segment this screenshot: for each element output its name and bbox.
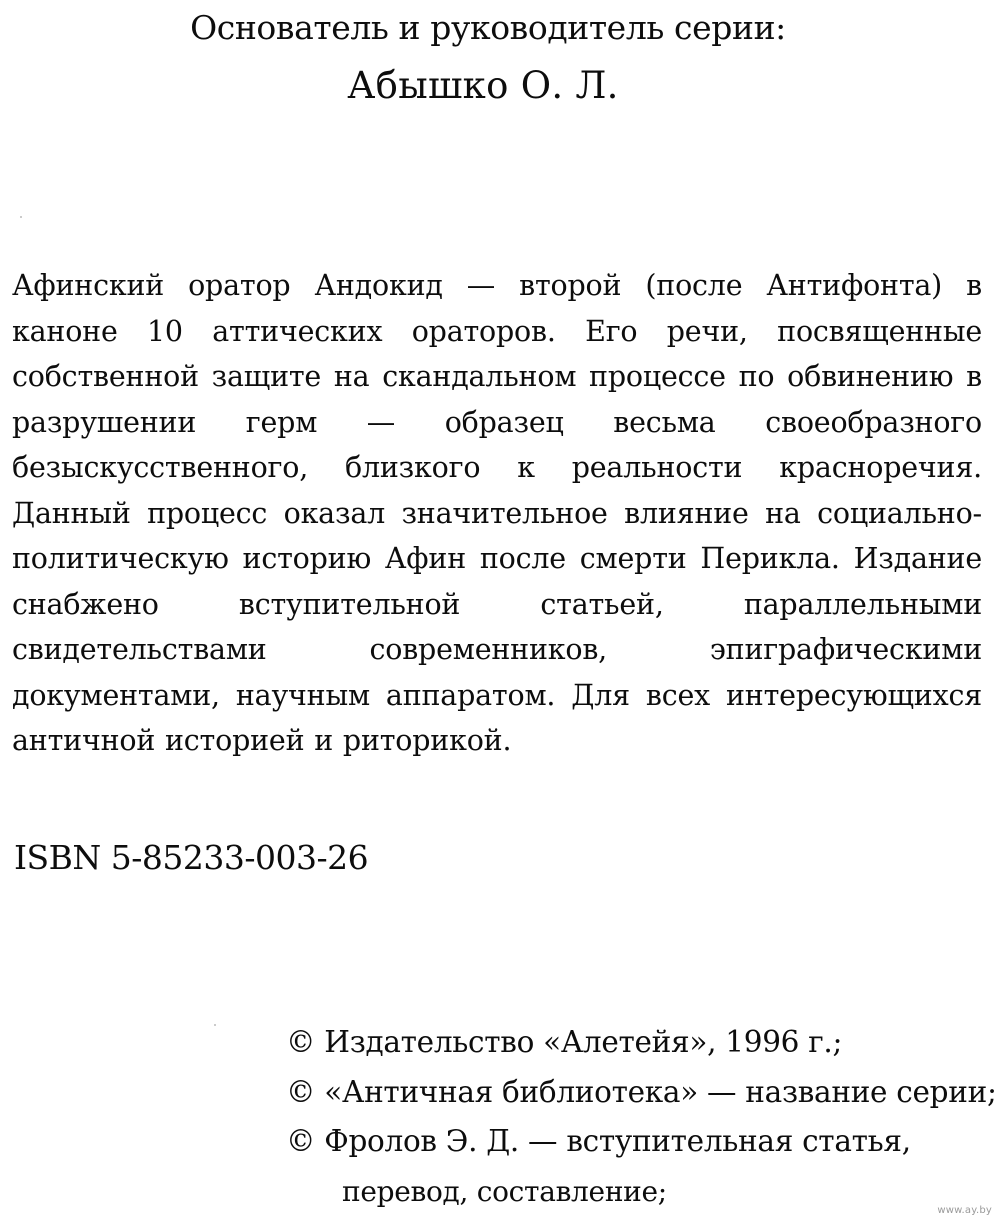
copyright-block [286, 1018, 998, 1216]
print-speck [20, 216, 22, 218]
site-watermark: www.ay.by [937, 1205, 992, 1216]
copyright-series-name: © «Античная библиотека» — название серии; [286, 1074, 997, 1109]
series-founder-name: Абышко О. Л. [347, 64, 619, 107]
series-founder-label: Основатель и руководитель серии: [190, 8, 786, 47]
copyright-publisher: © Издательство «Алетейя», 1996 г.; [286, 1025, 843, 1059]
book-annotation: Афинский оратор Андокид — второй (после Антифонта) в каноне 10 аттических ораторов. Его речи, посвященные собственной защите на скандальном процессе по обвинению в разрушении герм — образец весьма своеобразного безыскусственного, близкого к реальности красноречия. Данный процесс оказал значительное влияние на социально-политическую историю Афин после смерти Перикла. Издание снабжено вступительной статьей, параллельными свидетельствами современников, эпиграфическими документами, научным аппаратом. Для всех интересующихся античной историей и риторикой. [12, 269, 982, 757]
isbn-number: ISBN 5-85233-003-26 [14, 838, 369, 877]
copyright-author-continued: перевод, составление; [342, 1174, 667, 1208]
copyright-author: © Фролов Э. Д. — вступительная статья, [286, 1124, 911, 1158]
print-speck [214, 1024, 216, 1026]
